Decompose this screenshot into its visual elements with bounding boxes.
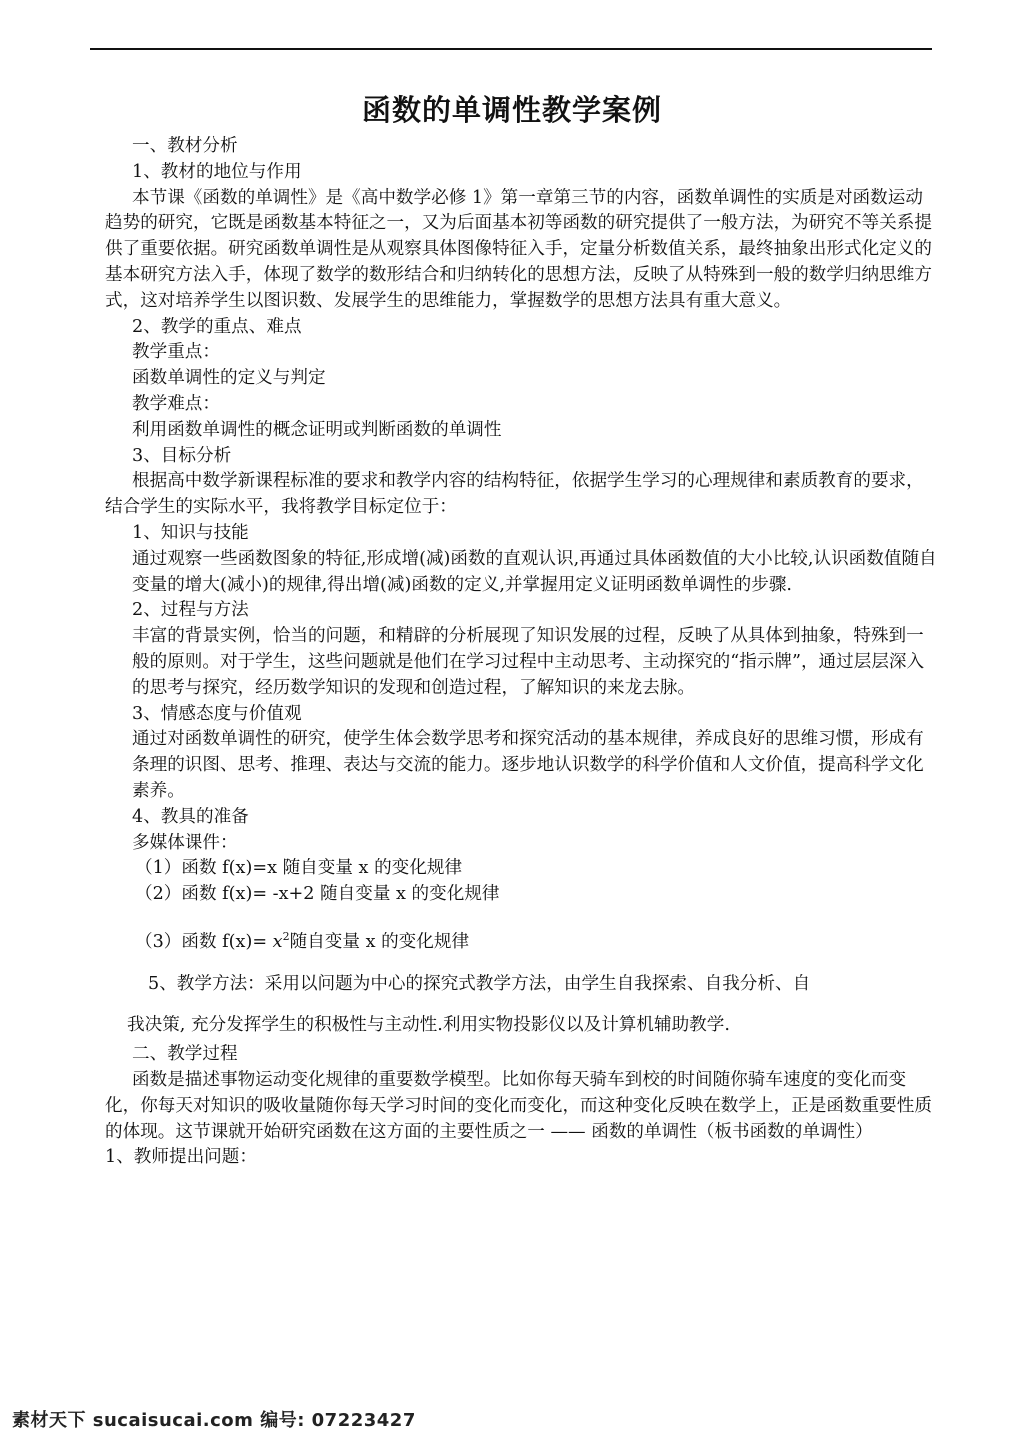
media-item-3-suffix: 随自变量 x 的变化规律	[289, 931, 470, 952]
key-points-text: 函数单调性的定义与判定	[132, 368, 326, 389]
subsection-heading: 2、教学的重点、难点	[132, 316, 302, 337]
math-exponent: 2	[282, 929, 290, 943]
media-item-3-prefix: （3）函数 f(x)=	[135, 931, 273, 952]
media-item-3	[105, 924, 939, 956]
section-heading-2: 二、教学过程	[132, 1044, 238, 1065]
watermark-text: 素材天下 sucaisucai.com 编号: 07223427	[12, 1410, 416, 1431]
subsection-heading: 1、教材的地位与作用	[132, 161, 302, 182]
goal-heading: 1、知识与技能	[132, 522, 249, 543]
paragraph: 本节课《函数的单调性》是《高中数学必修 1》第一章第三节的内容，函数单调性的实质是对函数运动趋势的研究，它既是函数基本特征之一，又为后面基本初等函数的研究提供了一般方法，为研究不等关系提供了重要依据。研究函数单调性是从观察具体图像特征入手，定量分析数值关系，最终抽象出形式化定义的基本研究方法入手，体现了数学的数形结合和归纳转化的思想方法，反映了从特殊到一般的数学归纳思维方式，这对培养学生以图识数、发展学生的思维能力，掌握数学的思想方法具有重大意义。	[105, 187, 932, 311]
document-body	[105, 134, 939, 1171]
difficulty-text: 利用函数单调性的概念证明或判断函数的单调性	[132, 419, 502, 440]
media-item-1: （1）函数 f(x)=x 随自变量 x 的变化规律	[135, 858, 463, 879]
goal-text: 通过观察一些函数图象的特征,形成增(减)函数的直观认识,再通过具体函数值的大小比较,认识函数值随自变量的增大(减小)的规律,得出增(减)函数的定义,并掌握用定义证明函数单调性的步骤.	[132, 548, 937, 595]
media-label: 多媒体课件：	[132, 832, 238, 853]
difficulty-label: 教学难点：	[132, 393, 220, 414]
subsection-heading: 3、目标分析	[132, 445, 232, 466]
math-variable: x	[272, 931, 283, 952]
section-heading-1: 一、教材分析	[132, 136, 238, 156]
paragraph: 根据高中数学新课程标准的要求和教学内容的结构特征，依据学生学习的心理规律和素质教育的要求，结合学生的实际水平，我将教学目标定位于：	[105, 471, 924, 518]
subsection-heading: 1、教师提出问题：	[105, 1147, 257, 1168]
goal-text: 丰富的背景实例，恰当的问题，和精辟的分析展现了知识发展的过程，反映了从具体到抽象，特殊到一般的原则。对于学生，这些问题就是他们在学习过程中主动思考、主动探究的“指示牌”，通过层层深入的思考与探究，经历数学知识的发现和创造过程，了解知识的来龙去脉。	[132, 626, 925, 698]
math-x-squared	[272, 929, 290, 952]
page-title: 函数的单调性教学案例	[361, 93, 662, 127]
top-rule	[90, 48, 932, 50]
subsection-heading: 4、教具的准备	[132, 806, 249, 827]
goal-heading: 2、过程与方法	[132, 600, 249, 621]
teaching-method-line-2: 我决策, 充分发挥学生的积极性与主动性.利用实物投影仪以及计算机辅助教学.	[127, 1015, 730, 1036]
goal-heading: 3、情感态度与价值观	[132, 703, 302, 724]
goal-text: 通过对函数单调性的研究，使学生体会数学思考和探究活动的基本规律，养成良好的思维习惯，形成有条理的识图、思考、推理、表达与交流的能力。逐步地认识数学的科学价值和人文价值，提高科学文化素养。	[132, 729, 924, 801]
paragraph: 函数是描述事物运动变化规律的重要数学模型。比如你每天骑车到校的时间随你骑车速度的变化而变化，你每天对知识的吸收量随你每天学习时间的变化而变化，而这种变化反映在数学上，正是函数重要性质的体现。这节课就开始研究函数在这方面的主要性质之一 —— 函数的单调性（板书函数的单调性）	[105, 1069, 932, 1142]
teaching-method-line-1: 5、教学方法：采用以问题为中心的探究式教学方法，由学生自我探索、自我分析、自	[148, 973, 811, 994]
media-item-2: （2）函数 f(x)= -x+2 随自变量 x 的变化规律	[135, 884, 500, 905]
key-points-label: 教学重点：	[132, 342, 220, 363]
